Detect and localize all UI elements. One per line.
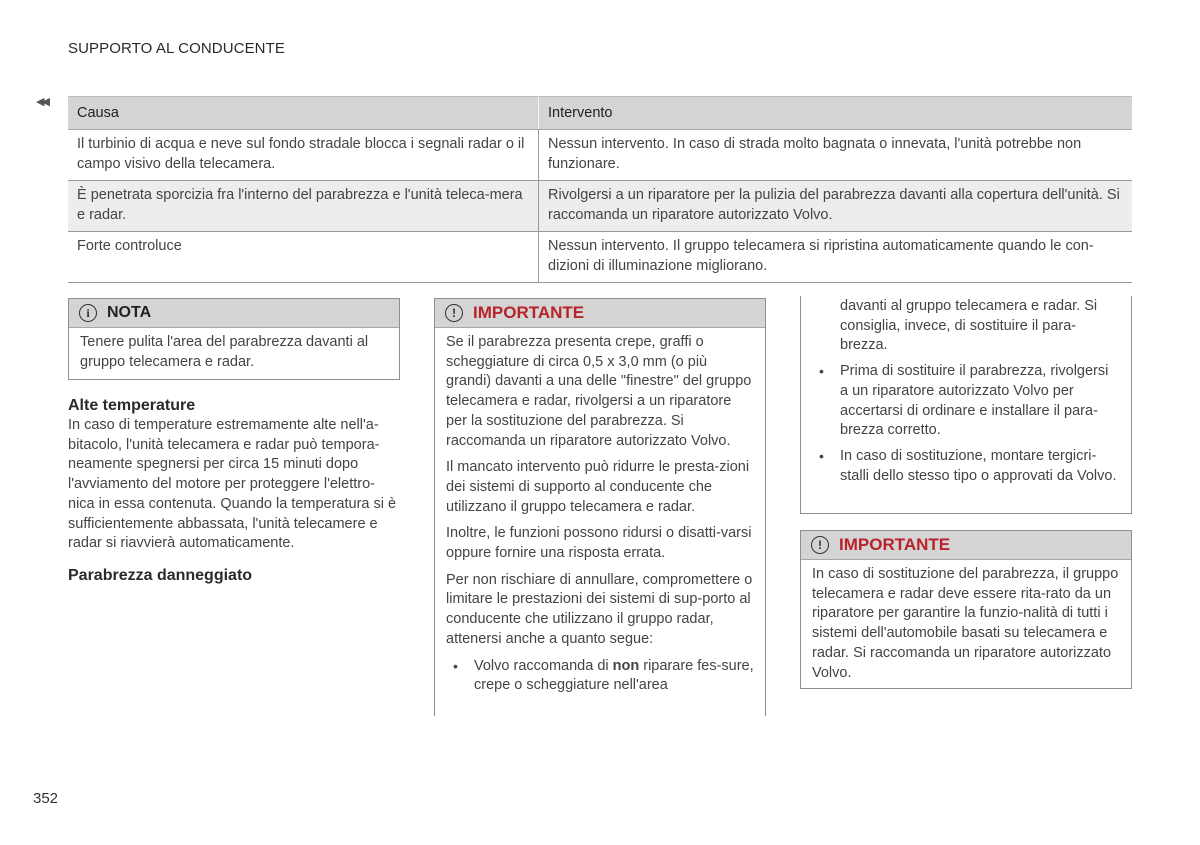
column-header-intervento: Intervento <box>539 97 1133 130</box>
importante-body <box>435 328 765 710</box>
cause-action-table <box>68 96 1132 283</box>
action-cell: Nessun intervento. In caso di strada molto bagnata o innevata, l'unità potrebbe non funzionare. <box>539 130 1133 181</box>
importante-paragraph: Il mancato intervento può ridurre le presta-zioni dei sistemi di supporto al conducente che utilizzano il gruppo telecamera e radar. <box>446 459 750 515</box>
page-header-title: SUPPORTO AL CONDUCENTE <box>68 40 285 57</box>
bullet-text: Volvo raccomanda di <box>474 657 613 674</box>
action-cell: Rivolgersi a un riparatore per la pulizia del parabrezza davanti alla copertura dell'unità. Si raccomanda un riparatore autorizzato Volvo. <box>539 181 1133 232</box>
column-header-causa: Causa <box>68 97 539 130</box>
list-item <box>812 362 1120 441</box>
table-row <box>68 130 1132 181</box>
bullet-text: riparare fes-sure, crepe o scheggiature nell'area <box>474 657 754 694</box>
cause-cell: Forte controluce <box>68 232 539 283</box>
section-title-alte-temperature: Alte temperature <box>68 397 196 414</box>
importante-title: IMPORTANTE <box>839 535 951 554</box>
warning-icon: ! <box>811 536 829 554</box>
list-item <box>812 447 1120 486</box>
importante-continuation-box <box>800 296 1132 514</box>
page-number: 352 <box>33 790 59 807</box>
importante-2-text: In caso di sostituzione del parabrezza, il gruppo telecamera e radar deve essere rita-rato da un riparatore per garantire la funzio-nalità di tutti i sistemi dell'automobile basati su telecamera e radar. Si raccomanda un riparatore autorizzato Volvo. <box>812 566 1119 681</box>
table-row <box>68 232 1132 283</box>
importante-header <box>801 531 1131 560</box>
importante-title: IMPORTANTE <box>473 303 585 322</box>
table-row <box>68 181 1132 232</box>
continuation-text: davanti al gruppo telecamera e radar. Si consiglia, invece, di sostituire il para-brezza. <box>840 298 1098 354</box>
nota-box <box>68 298 400 380</box>
nota-title: NOTA <box>107 304 152 321</box>
continuation-bullet-list <box>801 356 1131 486</box>
alte-temperature-text: In caso di temperature estremamente alte nell'a-bitacolo, l'unità telecamera e radar può tempora-neamente spegnersi per circa 15 minuti dopo l'avviamento del motore per proteggere l'elettro-nica in essa contenuta. Quando la temperatura si è sufficientemente abbassata, l'unità telecamere e radar si riavvierà automaticamente. <box>68 417 397 552</box>
importante-bullet-list <box>446 657 754 696</box>
importante-paragraph: Inoltre, le funzioni possono ridursi o disatti-varsi oppure fornire una risposta errata. <box>446 525 752 562</box>
bullet-icon: • <box>819 363 824 380</box>
importante-paragraph: Se il parabrezza presenta crepe, graffi o scheggiature di circa 0,5 x 3,0 mm (o più grandi) davanti a una delle "finestre" del gruppo telecamera e radar, rivolgersi a un riparatore per la sostituzione del parabrezza. Si raccomanda un riparatore autorizzato Volvo. <box>446 334 752 449</box>
cause-cell: È penetrata sporcizia fra l'interno del parabrezza e l'unità teleca-mera e radar. <box>68 181 539 232</box>
bullet-icon: • <box>453 657 458 674</box>
importante-header <box>435 299 765 328</box>
bullet-icon: • <box>819 447 824 464</box>
info-icon: i <box>79 304 97 322</box>
bullet-text: In caso di sostituzione, montare tergicri-stalli dello stesso tipo o approvati da Volvo. <box>840 447 1117 484</box>
nota-header <box>69 299 399 328</box>
nota-text: Tenere pulita l'area del parabrezza davanti al gruppo telecamera e radar. <box>80 334 369 370</box>
warning-icon: ! <box>445 304 463 322</box>
section-title-parabrezza-danneggiato: Parabrezza danneggiato <box>68 567 253 584</box>
list-item <box>446 657 754 696</box>
bullet-bold-text: non <box>612 657 640 674</box>
importante-box-1 <box>434 298 766 716</box>
action-cell: Nessun intervento. Il gruppo telecamera si ripristina automaticamente quando le con-dizioni di illuminazione migliorano. <box>539 232 1133 283</box>
bullet-text: Prima di sostituire il parabrezza, rivolgersi a un riparatore autorizzato Volvo per accertarsi di ordinare e installare il para-brezza corretto. <box>840 363 1109 439</box>
previous-page-icon[interactable]: ◀◀ <box>36 96 47 108</box>
importante-paragraph: Per non rischiare di annullare, compromettere o limitare le prestazioni dei sistemi di sup-porto al conducente che utilizzano il gruppo radar, attenersi anche a quanto segue: <box>446 571 753 647</box>
cause-cell: Il turbinio di acqua e neve sul fondo stradale blocca i segnali radar o il campo visivo della telecamera. <box>68 130 539 181</box>
importante-box-2 <box>800 530 1132 689</box>
